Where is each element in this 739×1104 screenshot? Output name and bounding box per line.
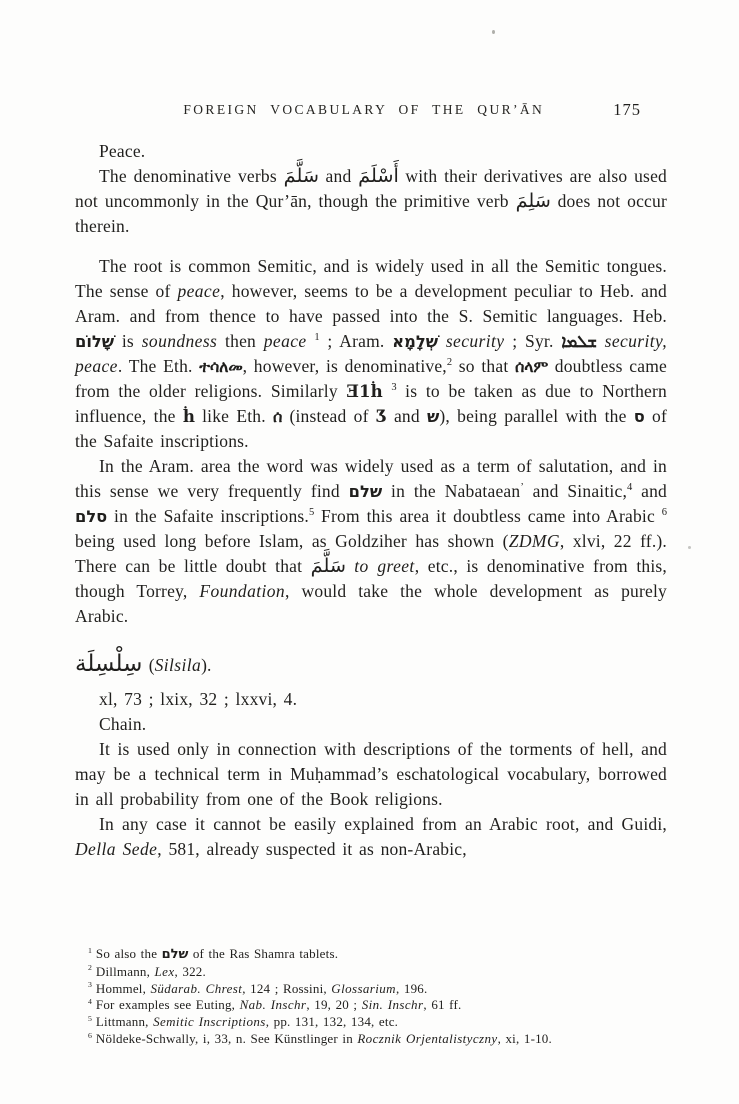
text-run-sa: Ǝ1ḣ <box>346 381 383 401</box>
text-run-ar: سَلِمَ <box>515 189 551 212</box>
page-body <box>75 139 667 862</box>
text-run-i: Lex <box>154 963 175 979</box>
text-run-n: , etc., is denominative from this, though Torrey, <box>75 556 668 601</box>
text-run-et: ሰላም <box>515 357 549 376</box>
text-run-n: in the Safaite inscriptions. <box>107 506 310 526</box>
text-run-he: שְׁלָמָא <box>392 332 439 351</box>
footnote-marker: 2 <box>88 963 92 973</box>
text-run-sup: 4 <box>627 482 633 494</box>
text-run-i: peace <box>263 331 307 351</box>
text-run-n: , xi, 1-10. <box>497 1030 552 1046</box>
text-run-he: ס <box>633 407 645 426</box>
text-run-i: Südarab. Chrest <box>150 980 243 996</box>
text-run-sup: ’ <box>520 482 524 494</box>
paragraph <box>75 687 667 712</box>
text-run-n: (instead of <box>282 406 376 426</box>
text-run-n: Hommel, <box>95 980 151 996</box>
text-run-n: is to be taken as due to Northern influence, the <box>75 381 668 426</box>
text-run-i: peace <box>177 281 221 301</box>
paragraph <box>75 737 667 812</box>
footnote <box>88 981 666 998</box>
footnote-marker: 4 <box>88 997 92 1007</box>
text-run-n: and Sinaitic, <box>523 481 628 501</box>
text-run-i: Foundation <box>199 581 286 601</box>
text-run-n: so that <box>452 356 516 376</box>
paragraph <box>75 139 667 164</box>
paragraph <box>75 454 667 629</box>
text-run-i: Semitic Inscriptions <box>153 1014 266 1030</box>
text-run-n: and <box>318 166 359 186</box>
text-run-sa: Ʒ <box>375 406 387 426</box>
scan-speck <box>688 546 691 549</box>
text-run-i: soundness <box>141 331 218 351</box>
text-run-n: The denominative verbs <box>99 166 284 186</box>
text-run-n: From this area it doubtless came into Arabic <box>314 506 662 526</box>
text-run-n: and <box>386 406 427 426</box>
text-run-ar: سَلَّمَ <box>283 164 319 187</box>
text-run-n: . The Eth. <box>117 356 200 376</box>
text-run-n: , 196. <box>395 980 428 996</box>
text-run-n: Littmann, <box>95 1014 154 1030</box>
text-run-arb: سِلْسِلَة <box>75 651 143 677</box>
text-run-n <box>438 331 446 351</box>
text-run-n: ), being parallel with the <box>439 406 634 426</box>
text-run-he: שלם <box>348 482 383 501</box>
text-run-n: Nöldeke-Schwally, i, 33, n. See Künstlinger in <box>95 1030 358 1046</box>
text-run-sup: 5 <box>309 507 315 519</box>
footnote <box>88 997 666 1014</box>
text-run-n: ; Aram. <box>319 331 393 351</box>
text-run-n: , 322. <box>174 963 206 979</box>
text-run-ar: أَسْلَمَ <box>358 164 399 187</box>
footnote-marker: 5 <box>88 1013 92 1023</box>
text-run-n: , however, is denominative, <box>242 356 447 376</box>
footnote-marker: 3 <box>88 980 92 990</box>
footnote-marker: 1 <box>88 945 92 955</box>
paragraph <box>75 254 667 454</box>
text-run-n: like Eth. <box>194 406 274 426</box>
text-run-sup: 6 <box>661 507 667 519</box>
text-run-n: In any case it cannot be easily explained from an Arabic root, and Guidi, <box>99 814 667 834</box>
text-run-n: So also the <box>95 946 162 961</box>
paragraph <box>75 812 667 862</box>
text-run-he: שָׁלוֹם <box>75 332 115 351</box>
text-run-i: Sin. Inschr <box>361 997 424 1013</box>
running-head-title: FOREIGN VOCABULARY OF THE QUR’ĀN <box>183 102 545 117</box>
text-run-n: , 124 ; Rossini, <box>242 980 332 996</box>
footnote <box>88 946 666 964</box>
footnote <box>88 1031 666 1048</box>
text-run-i: Della Sede <box>75 839 158 859</box>
text-run-n: of the Ras Shamra tablets. <box>188 946 339 961</box>
text-run-n: , 581, already suspected it as non-Arabic, <box>157 839 467 859</box>
text-run-n: , 19, 20 ; <box>306 997 362 1013</box>
text-run-n: Dillmann, <box>95 963 155 979</box>
entry-heading <box>75 649 667 681</box>
scan-speck <box>492 30 495 34</box>
text-run-n: and <box>632 481 667 501</box>
page-number: 175 <box>613 100 641 119</box>
text-run-i: Glossarium <box>331 980 396 996</box>
text-run-i: to greet <box>354 556 415 576</box>
text-run-n: Peace. <box>99 141 146 161</box>
text-run-he: ש <box>427 407 440 426</box>
footnote-marker: 6 <box>88 1030 92 1040</box>
text-run-he: סלם <box>75 507 108 526</box>
text-run-i: security, peace <box>75 331 668 376</box>
paragraph <box>75 164 667 239</box>
text-run-sy: ܫܠܡܐ <box>561 332 598 351</box>
text-run-i: ZDMG <box>508 531 560 551</box>
running-head <box>75 102 667 124</box>
text-run-i: security <box>445 331 505 351</box>
text-run-n: , 61 ff. <box>423 997 462 1013</box>
text-run-n: of the Safaite inscriptions. <box>75 406 667 451</box>
text-run-n: does not occur therein. <box>75 191 667 236</box>
text-run-n: is <box>114 331 142 351</box>
text-run-n: ). <box>201 655 212 675</box>
text-run-n: For examples see Euting, <box>95 997 240 1013</box>
text-run-n: , however, seems to be a development peculiar to Heb. and Aram. and from thence to have passed into the S. Semitic languages. Heb. <box>75 281 668 326</box>
text-run-sa: ḣ <box>182 406 195 426</box>
text-run-n: then <box>217 331 264 351</box>
text-run-ar: سَلَّمَ <box>310 554 346 577</box>
text-run-sup: 3 <box>391 382 397 394</box>
text-run-n: , pp. 131, 132, 134, etc. <box>265 1014 399 1030</box>
text-run-n: doubtless came from the older religions. Similarly <box>75 356 667 401</box>
paragraph <box>75 712 667 737</box>
text-run-sup: 1 <box>314 332 320 344</box>
text-run-sup: 2 <box>446 357 453 369</box>
text-run-n: in the Nabataean <box>382 481 521 501</box>
text-run-n: ; Syr. <box>504 331 562 351</box>
text-run-et: ተሳለመ <box>199 357 243 376</box>
text-run-n: The root is common Semitic, and is widely used in all the Semitic tongues. The sense of <box>75 256 667 301</box>
text-run-n: , xlvi, 22 ff.). There can be little doubt that <box>75 531 667 576</box>
text-run-et: ሰ <box>273 407 283 426</box>
footnote <box>88 1014 666 1031</box>
text-run-n: It is used only in connection with descriptions of the torments of hell, and may be a technical term in Muḥammad’s eschatological vocabulary, borrowed in all probability from one of the Book religions. <box>75 739 667 809</box>
text-run-n: being used long before Islam, as Goldziher has shown ( <box>75 531 509 551</box>
text-run-he: שלם <box>161 947 189 962</box>
text-run-n <box>597 331 605 351</box>
text-run-n: In the Aram. area the word was widely used as a term of salutation, and in this sense we very frequently find <box>75 456 667 501</box>
text-run-n: xl, 73 ; lxix, 32 ; lxxvi, 4. <box>99 689 298 709</box>
text-run-n: Chain. <box>99 714 147 734</box>
text-run-i: Nab. Inschr <box>239 997 307 1013</box>
text-run-n: ( <box>142 655 155 675</box>
text-run-i: Silsila <box>154 655 202 675</box>
text-run-n: with their derivatives are also used not uncommonly in the Qur’ān, though the primitive verb <box>75 166 667 211</box>
text-run-i: Rocznik Orjentalistyczny <box>357 1030 498 1046</box>
text-run-n: , would take the whole development as purely Arabic. <box>75 581 667 626</box>
footnotes <box>88 946 666 1048</box>
footnote <box>88 964 666 981</box>
